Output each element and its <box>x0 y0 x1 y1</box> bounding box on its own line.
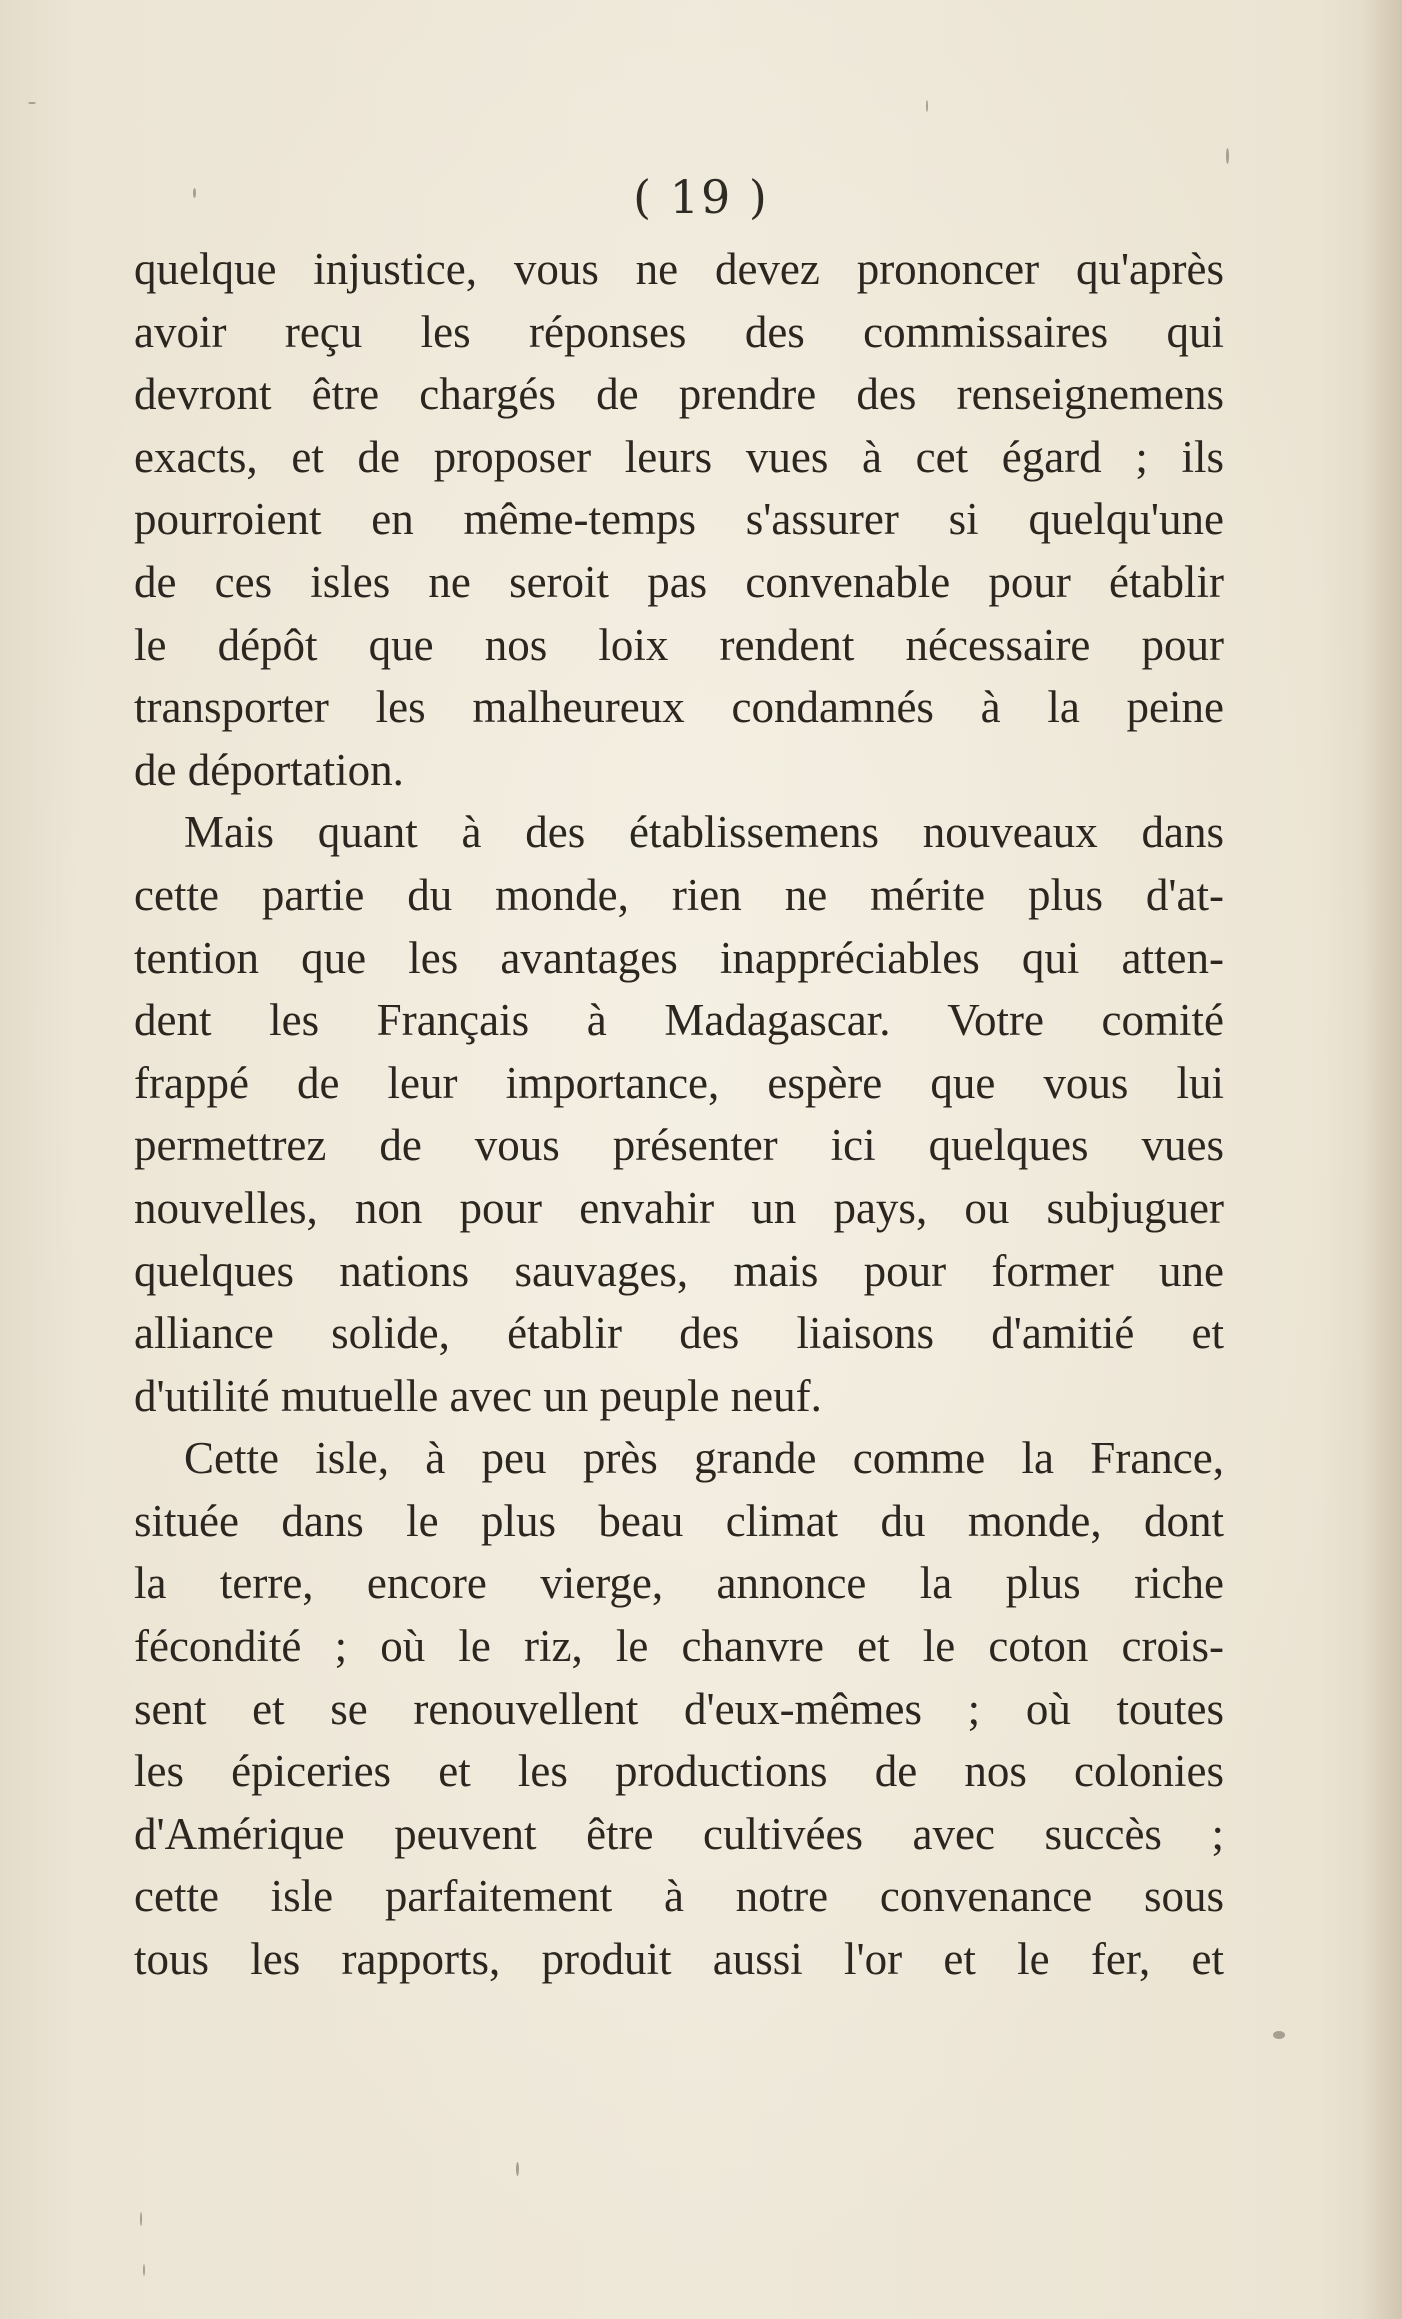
page-edge-shadow <box>1362 0 1402 2319</box>
text-line: d'Amérique peuvent être cultivées avec succès ; <box>134 1808 1224 1859</box>
text-line: avoir reçu les réponses des commissaires qui <box>134 306 1224 357</box>
paper-speck <box>1226 148 1229 164</box>
text-line: d'utilité mutuelle avec un peuple neuf. <box>134 1370 822 1421</box>
text-line: devront être chargés de prendre des renseignemens <box>134 369 1224 420</box>
text-line: dent les Français à Madagascar. Votre comité <box>134 995 1224 1046</box>
text-line: quelques nations sauvages, mais pour former une <box>134 1245 1224 1296</box>
text-line: tous les rapports, produit aussi l'or et le fer, et <box>134 1934 1224 1985</box>
text-line: tention que les avantages inappréciables qui atten- <box>134 932 1224 983</box>
text-line: fécondité ; où le riz, le chanvre et le coton crois- <box>134 1621 1224 1672</box>
text-line: Mais quant à des établissemens nouveaux dans <box>184 807 1224 858</box>
text-line: cette partie du monde, rien ne mérite plus d'at- <box>134 869 1224 920</box>
paper-speck <box>28 102 36 104</box>
paper-speck <box>1273 2031 1285 2039</box>
paper-speck <box>140 2212 142 2226</box>
text-line: située dans le plus beau climat du monde, dont <box>134 1495 1224 1546</box>
text-line: Cette isle, à peu près grande comme la France, <box>184 1433 1224 1484</box>
paper-speck <box>926 100 928 112</box>
text-line: transporter les malheureux condamnés à la peine <box>134 682 1224 733</box>
text-line: frappé de leur importance, espère que vous lui <box>134 1057 1224 1108</box>
text-line: le dépôt que nos loix rendent nécessaire pour <box>134 619 1224 670</box>
text-line: cette isle parfaitement à notre convenance sous <box>134 1871 1224 1922</box>
text-line: la terre, encore vierge, annonce la plus riche <box>134 1558 1224 1609</box>
paper-speck <box>143 2264 145 2276</box>
text-line: nouvelles, non pour envahir un pays, ou subjuguer <box>134 1182 1224 1233</box>
paper-speck <box>516 2162 519 2176</box>
text-line: sent et se renouvellent d'eux-mêmes ; où toutes <box>134 1683 1224 1734</box>
text-line: de déportation. <box>134 744 404 795</box>
text-line: quelque injustice, vous ne devez prononcer qu'après <box>134 244 1224 294</box>
text-line: permettrez de vous présenter ici quelques vues <box>134 1120 1224 1171</box>
text-line: exacts, et de proposer leurs vues à cet égard ; ils <box>134 431 1224 482</box>
text-line: pourroient en même-temps s'assurer si quelqu'une <box>134 494 1224 545</box>
text-line: de ces isles ne seroit pas convenable pour établir <box>134 556 1224 607</box>
body-text <box>134 238 1224 1991</box>
page-number: ( 19 ) <box>633 170 769 224</box>
text-line: les épiceries et les productions de nos colonies <box>134 1746 1224 1797</box>
paper-speck <box>193 188 196 198</box>
text-line: alliance solide, établir des liaisons d'amitié et <box>134 1308 1224 1359</box>
